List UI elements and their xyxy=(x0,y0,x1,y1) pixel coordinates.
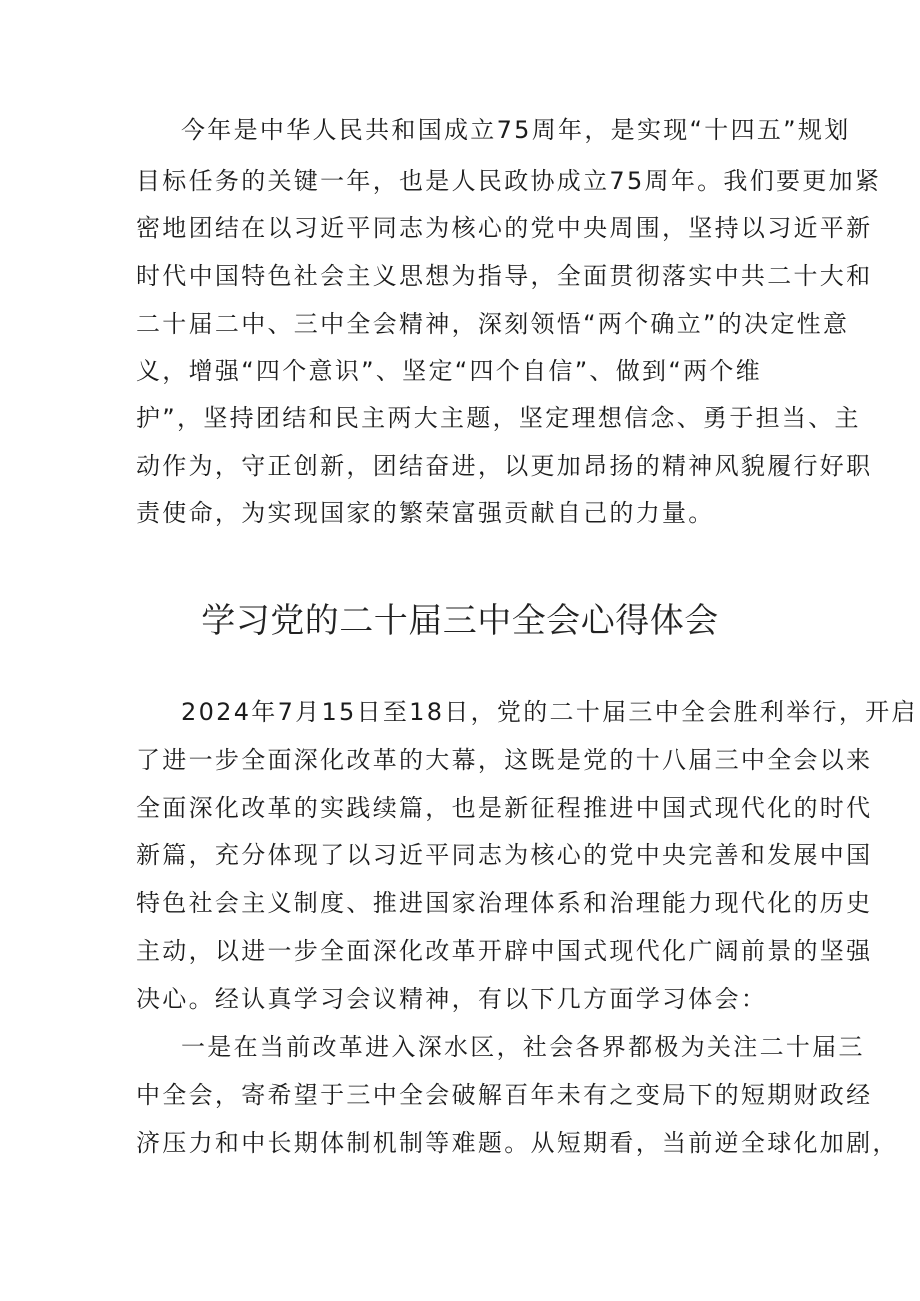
paragraph1-line-6: 主动，以进一步全面深化改革开辟中国式现代化广阔前景的坚强 xyxy=(136,937,873,965)
intro-line-2: 目标任务的关键一年，也是人民政协成立75周年。我们要更加紧 xyxy=(136,167,882,195)
paragraph1-line-1: 2024年7月15日至18日，党的二十届三中全会胜利举行，开启 xyxy=(181,698,918,726)
paragraph1-line-7: 决心。经认真学习会议精神，有以下几方面学习体会： xyxy=(136,985,768,1013)
paragraph1-line-3: 全面深化改革的实践续篇，也是新征程推进中国式现代化的时代 xyxy=(136,794,873,822)
intro-line-8: 动作为，守正创新，团结奋进，以更加昂扬的精神风貌履行好职 xyxy=(136,452,873,480)
paragraph2-line-3: 济压力和中长期体制机制等难题。从短期看，当前逆全球化加剧， xyxy=(136,1129,899,1157)
intro-line-7: 护”，坚持团结和民主两大主题，坚定理想信念、勇于担当、主 xyxy=(136,404,861,432)
intro-line-9: 责使命，为实现国家的繁荣富强贡献自己的力量。 xyxy=(136,499,715,527)
intro-line-3: 密地团结在以习近平同志为核心的党中央周围，坚持以习近平新 xyxy=(136,214,873,242)
paragraph1-line-4: 新篇，充分体现了以习近平同志为核心的党中央完善和发展中国 xyxy=(136,841,873,869)
paragraph1-line-5: 特色社会主义制度、推进国家治理体系和治理能力现代化的历史 xyxy=(136,889,873,917)
intro-line-4: 时代中国特色社会主义思想为指导，全面贯彻落实中共二十大和 xyxy=(136,262,873,290)
paragraph2-line-1: 一是在当前改革进入深水区，社会各界都极为关注二十届三 xyxy=(181,1033,865,1061)
intro-line-6: 义，增强“四个意识”、坚定“四个自信”、做到“两个维 xyxy=(136,357,762,385)
paragraph2-line-2: 中全会，寄希望于三中全会破解百年未有之变局下的短期财政经 xyxy=(136,1081,873,1109)
intro-line-1: 今年是中华人民共和国成立75周年，是实现“十四五”规划 xyxy=(181,116,851,144)
intro-line-5: 二十届二中、三中全会精神，深刻领悟“两个确立”的决定性意 xyxy=(136,310,850,338)
paragraph1-line-2: 了进一步全面深化改革的大幕，这既是党的十八届三中全会以来 xyxy=(136,746,873,774)
article-title: 学习党的二十届三中全会心得体会 xyxy=(201,601,719,641)
